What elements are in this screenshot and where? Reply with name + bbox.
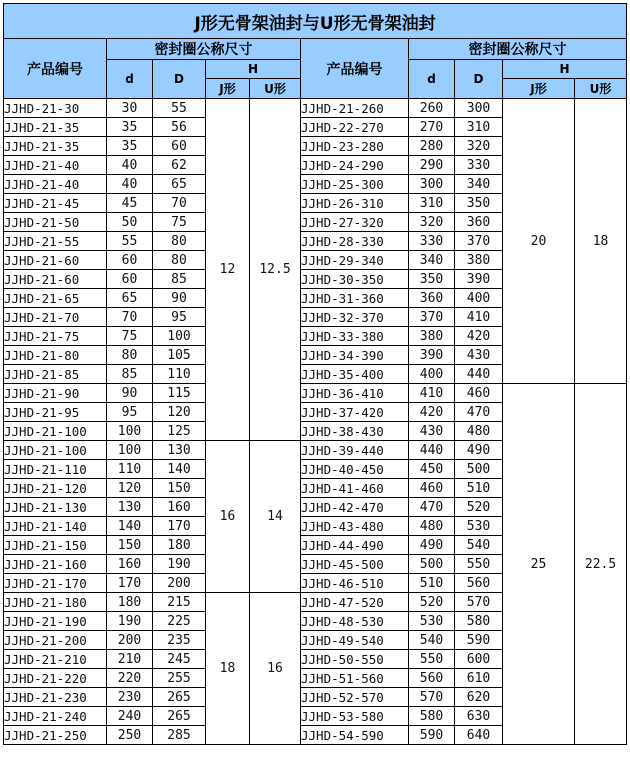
outer-diameter-cell: 480	[455, 422, 503, 441]
inner-diameter-cell: 80	[107, 346, 153, 365]
outer-diameter-cell: 200	[153, 574, 206, 593]
inner-diameter-cell: 280	[409, 137, 455, 156]
table-row	[4, 99, 627, 118]
product-code-cell: JJHD-36-410	[301, 384, 409, 403]
inner-diameter-cell: 30	[107, 99, 153, 118]
outer-diameter-cell: 460	[455, 384, 503, 403]
table-body	[4, 99, 627, 745]
inner-diameter-cell: 130	[107, 498, 153, 517]
inner-diameter-cell: 270	[409, 118, 455, 137]
product-code-cell: JJHD-54-590	[301, 726, 409, 745]
outer-diameter-cell: 360	[455, 213, 503, 232]
header-H-right: H	[503, 60, 627, 79]
product-code-cell: JJHD-21-35	[4, 118, 107, 137]
inner-diameter-cell: 310	[409, 194, 455, 213]
inner-diameter-cell: 65	[107, 289, 153, 308]
product-code-cell: JJHD-33-380	[301, 327, 409, 346]
inner-diameter-cell: 60	[107, 251, 153, 270]
product-code-cell: JJHD-21-55	[4, 232, 107, 251]
inner-diameter-cell: 40	[107, 175, 153, 194]
inner-diameter-cell: 320	[409, 213, 455, 232]
inner-diameter-cell: 300	[409, 175, 455, 194]
outer-diameter-cell: 265	[153, 707, 206, 726]
inner-diameter-cell: 35	[107, 137, 153, 156]
product-code-cell: JJHD-21-80	[4, 346, 107, 365]
product-code-cell: JJHD-21-170	[4, 574, 107, 593]
inner-diameter-cell: 430	[409, 422, 455, 441]
outer-diameter-cell: 470	[455, 403, 503, 422]
inner-diameter-cell: 360	[409, 289, 455, 308]
outer-diameter-cell: 265	[153, 688, 206, 707]
inner-diameter-cell: 55	[107, 232, 153, 251]
inner-diameter-cell: 45	[107, 194, 153, 213]
outer-diameter-cell: 110	[153, 365, 206, 384]
outer-diameter-cell: 130	[153, 441, 206, 460]
outer-diameter-cell: 500	[455, 460, 503, 479]
product-code-cell: JJHD-21-95	[4, 403, 107, 422]
inner-diameter-cell: 230	[107, 688, 153, 707]
product-code-cell: JJHD-21-140	[4, 517, 107, 536]
u-height-cell: 18	[575, 99, 627, 384]
inner-diameter-cell: 150	[107, 536, 153, 555]
inner-diameter-cell: 330	[409, 232, 455, 251]
u-height-cell: 12.5	[250, 99, 301, 441]
outer-diameter-cell: 105	[153, 346, 206, 365]
product-code-cell: JJHD-32-370	[301, 308, 409, 327]
product-code-cell: JJHD-21-250	[4, 726, 107, 745]
product-code-cell: JJHD-21-120	[4, 479, 107, 498]
inner-diameter-cell: 450	[409, 460, 455, 479]
inner-diameter-cell: 40	[107, 156, 153, 175]
header-u-shape-right: U形	[575, 79, 627, 99]
outer-diameter-cell: 570	[455, 593, 503, 612]
outer-diameter-cell: 80	[153, 251, 206, 270]
outer-diameter-cell: 300	[455, 99, 503, 118]
u-height-cell: 22.5	[575, 384, 627, 745]
product-code-cell: JJHD-21-230	[4, 688, 107, 707]
product-code-cell: JJHD-43-480	[301, 517, 409, 536]
outer-diameter-cell: 125	[153, 422, 206, 441]
inner-diameter-cell: 340	[409, 251, 455, 270]
product-code-cell: JJHD-27-320	[301, 213, 409, 232]
outer-diameter-cell: 400	[455, 289, 503, 308]
j-height-cell: 18	[206, 593, 250, 745]
product-code-cell: JJHD-21-100	[4, 441, 107, 460]
inner-diameter-cell: 490	[409, 536, 455, 555]
product-code-cell: JJHD-30-350	[301, 270, 409, 289]
product-code-cell: JJHD-21-70	[4, 308, 107, 327]
outer-diameter-cell: 56	[153, 118, 206, 137]
outer-diameter-cell: 100	[153, 327, 206, 346]
product-code-cell: JJHD-23-280	[301, 137, 409, 156]
product-code-cell: JJHD-28-330	[301, 232, 409, 251]
outer-diameter-cell: 60	[153, 137, 206, 156]
product-code-cell: JJHD-47-520	[301, 593, 409, 612]
header-nominal-size-left: 密封圈公称尺寸	[107, 39, 301, 60]
outer-diameter-cell: 620	[455, 688, 503, 707]
outer-diameter-cell: 170	[153, 517, 206, 536]
outer-diameter-cell: 255	[153, 669, 206, 688]
outer-diameter-cell: 190	[153, 555, 206, 574]
outer-diameter-cell: 600	[455, 650, 503, 669]
header-H-left: H	[206, 60, 301, 79]
product-code-cell: JJHD-48-530	[301, 612, 409, 631]
inner-diameter-cell: 560	[409, 669, 455, 688]
outer-diameter-cell: 62	[153, 156, 206, 175]
u-height-cell: 14	[250, 441, 301, 593]
outer-diameter-cell: 520	[455, 498, 503, 517]
header-u-shape-left: U形	[250, 79, 301, 99]
inner-diameter-cell: 290	[409, 156, 455, 175]
inner-diameter-cell: 60	[107, 270, 153, 289]
product-code-cell: JJHD-42-470	[301, 498, 409, 517]
product-code-cell: JJHD-22-270	[301, 118, 409, 137]
product-code-cell: JJHD-38-430	[301, 422, 409, 441]
outer-diameter-cell: 285	[153, 726, 206, 745]
product-code-cell: JJHD-35-400	[301, 365, 409, 384]
outer-diameter-cell: 420	[455, 327, 503, 346]
table-title: J形无骨架油封与U形无骨架油封	[4, 4, 627, 39]
outer-diameter-cell: 235	[153, 631, 206, 650]
inner-diameter-cell: 420	[409, 403, 455, 422]
product-code-cell: JJHD-21-100	[4, 422, 107, 441]
outer-diameter-cell: 90	[153, 289, 206, 308]
product-code-cell: JJHD-21-60	[4, 270, 107, 289]
outer-diameter-cell: 120	[153, 403, 206, 422]
inner-diameter-cell: 140	[107, 517, 153, 536]
product-code-cell: JJHD-26-310	[301, 194, 409, 213]
outer-diameter-cell: 340	[455, 175, 503, 194]
product-code-cell: JJHD-21-30	[4, 99, 107, 118]
outer-diameter-cell: 510	[455, 479, 503, 498]
inner-diameter-cell: 170	[107, 574, 153, 593]
inner-diameter-cell: 480	[409, 517, 455, 536]
inner-diameter-cell: 590	[409, 726, 455, 745]
inner-diameter-cell: 460	[409, 479, 455, 498]
outer-diameter-cell: 550	[455, 555, 503, 574]
header-d-right: d	[409, 60, 455, 99]
header-product-code-right: 产品编号	[301, 39, 409, 99]
j-height-cell: 25	[503, 384, 575, 745]
outer-diameter-cell: 310	[455, 118, 503, 137]
outer-diameter-cell: 150	[153, 479, 206, 498]
inner-diameter-cell: 180	[107, 593, 153, 612]
inner-diameter-cell: 470	[409, 498, 455, 517]
product-code-cell: JJHD-24-290	[301, 156, 409, 175]
oil-seal-spec-table	[3, 3, 627, 745]
inner-diameter-cell: 85	[107, 365, 153, 384]
outer-diameter-cell: 245	[153, 650, 206, 669]
product-code-cell: JJHD-31-360	[301, 289, 409, 308]
header-D-right: D	[455, 60, 503, 99]
inner-diameter-cell: 570	[409, 688, 455, 707]
inner-diameter-cell: 540	[409, 631, 455, 650]
outer-diameter-cell: 115	[153, 384, 206, 403]
j-height-cell: 16	[206, 441, 250, 593]
product-code-cell: JJHD-49-540	[301, 631, 409, 650]
header-j-shape-right: J形	[503, 79, 575, 99]
outer-diameter-cell: 540	[455, 536, 503, 555]
inner-diameter-cell: 100	[107, 422, 153, 441]
outer-diameter-cell: 560	[455, 574, 503, 593]
inner-diameter-cell: 50	[107, 213, 153, 232]
inner-diameter-cell: 100	[107, 441, 153, 460]
inner-diameter-cell: 260	[409, 99, 455, 118]
outer-diameter-cell: 140	[153, 460, 206, 479]
product-code-cell: JJHD-29-340	[301, 251, 409, 270]
product-code-cell: JJHD-21-150	[4, 536, 107, 555]
inner-diameter-cell: 530	[409, 612, 455, 631]
inner-diameter-cell: 510	[409, 574, 455, 593]
outer-diameter-cell: 180	[153, 536, 206, 555]
inner-diameter-cell: 190	[107, 612, 153, 631]
product-code-cell: JJHD-21-130	[4, 498, 107, 517]
product-code-cell: JJHD-21-260	[301, 99, 409, 118]
header-D-left: D	[153, 60, 206, 99]
product-code-cell: JJHD-21-220	[4, 669, 107, 688]
product-code-cell: JJHD-44-490	[301, 536, 409, 555]
outer-diameter-cell: 370	[455, 232, 503, 251]
outer-diameter-cell: 95	[153, 308, 206, 327]
inner-diameter-cell: 350	[409, 270, 455, 289]
outer-diameter-cell: 530	[455, 517, 503, 536]
outer-diameter-cell: 440	[455, 365, 503, 384]
outer-diameter-cell: 225	[153, 612, 206, 631]
outer-diameter-cell: 215	[153, 593, 206, 612]
inner-diameter-cell: 500	[409, 555, 455, 574]
inner-diameter-cell: 210	[107, 650, 153, 669]
outer-diameter-cell: 640	[455, 726, 503, 745]
outer-diameter-cell: 610	[455, 669, 503, 688]
inner-diameter-cell: 200	[107, 631, 153, 650]
inner-diameter-cell: 410	[409, 384, 455, 403]
inner-diameter-cell: 380	[409, 327, 455, 346]
outer-diameter-cell: 580	[455, 612, 503, 631]
j-height-cell: 20	[503, 99, 575, 384]
outer-diameter-cell: 410	[455, 308, 503, 327]
product-code-cell: JJHD-21-200	[4, 631, 107, 650]
inner-diameter-cell: 70	[107, 308, 153, 327]
outer-diameter-cell: 80	[153, 232, 206, 251]
outer-diameter-cell: 490	[455, 441, 503, 460]
product-code-cell: JJHD-50-550	[301, 650, 409, 669]
product-code-cell: JJHD-46-510	[301, 574, 409, 593]
product-code-cell: JJHD-21-65	[4, 289, 107, 308]
product-code-cell: JJHD-21-40	[4, 175, 107, 194]
product-code-cell: JJHD-21-190	[4, 612, 107, 631]
inner-diameter-cell: 550	[409, 650, 455, 669]
product-code-cell: JJHD-21-35	[4, 137, 107, 156]
inner-diameter-cell: 400	[409, 365, 455, 384]
j-height-cell: 12	[206, 99, 250, 441]
spec-table-container	[3, 3, 626, 745]
product-code-cell: JJHD-40-450	[301, 460, 409, 479]
product-code-cell: JJHD-21-60	[4, 251, 107, 270]
u-height-cell: 16	[250, 593, 301, 745]
outer-diameter-cell: 350	[455, 194, 503, 213]
inner-diameter-cell: 220	[107, 669, 153, 688]
inner-diameter-cell: 370	[409, 308, 455, 327]
product-code-cell: JJHD-21-110	[4, 460, 107, 479]
product-code-cell: JJHD-21-240	[4, 707, 107, 726]
product-code-cell: JJHD-21-40	[4, 156, 107, 175]
header-product-code-left: 产品编号	[4, 39, 107, 99]
product-code-cell: JJHD-25-300	[301, 175, 409, 194]
product-code-cell: JJHD-34-390	[301, 346, 409, 365]
product-code-cell: JJHD-53-580	[301, 707, 409, 726]
inner-diameter-cell: 390	[409, 346, 455, 365]
inner-diameter-cell: 90	[107, 384, 153, 403]
table-row	[4, 384, 627, 403]
outer-diameter-cell: 390	[455, 270, 503, 289]
outer-diameter-cell: 55	[153, 99, 206, 118]
header-d-left: d	[107, 60, 153, 99]
product-code-cell: JJHD-45-500	[301, 555, 409, 574]
header-j-shape-left: J形	[206, 79, 250, 99]
outer-diameter-cell: 65	[153, 175, 206, 194]
outer-diameter-cell: 160	[153, 498, 206, 517]
product-code-cell: JJHD-21-90	[4, 384, 107, 403]
inner-diameter-cell: 250	[107, 726, 153, 745]
outer-diameter-cell: 85	[153, 270, 206, 289]
product-code-cell: JJHD-21-45	[4, 194, 107, 213]
product-code-cell: JJHD-52-570	[301, 688, 409, 707]
product-code-cell: JJHD-21-50	[4, 213, 107, 232]
product-code-cell: JJHD-41-460	[301, 479, 409, 498]
inner-diameter-cell: 75	[107, 327, 153, 346]
outer-diameter-cell: 75	[153, 213, 206, 232]
product-code-cell: JJHD-39-440	[301, 441, 409, 460]
inner-diameter-cell: 110	[107, 460, 153, 479]
outer-diameter-cell: 70	[153, 194, 206, 213]
inner-diameter-cell: 240	[107, 707, 153, 726]
product-code-cell: JJHD-21-75	[4, 327, 107, 346]
inner-diameter-cell: 35	[107, 118, 153, 137]
inner-diameter-cell: 120	[107, 479, 153, 498]
inner-diameter-cell: 160	[107, 555, 153, 574]
outer-diameter-cell: 320	[455, 137, 503, 156]
outer-diameter-cell: 430	[455, 346, 503, 365]
product-code-cell: JJHD-21-180	[4, 593, 107, 612]
product-code-cell: JJHD-21-160	[4, 555, 107, 574]
outer-diameter-cell: 590	[455, 631, 503, 650]
inner-diameter-cell: 440	[409, 441, 455, 460]
outer-diameter-cell: 630	[455, 707, 503, 726]
product-code-cell: JJHD-21-210	[4, 650, 107, 669]
product-code-cell: JJHD-21-85	[4, 365, 107, 384]
inner-diameter-cell: 520	[409, 593, 455, 612]
outer-diameter-cell: 380	[455, 251, 503, 270]
outer-diameter-cell: 330	[455, 156, 503, 175]
product-code-cell: JJHD-37-420	[301, 403, 409, 422]
product-code-cell: JJHD-51-560	[301, 669, 409, 688]
header-nominal-size-right: 密封圈公称尺寸	[409, 39, 627, 60]
inner-diameter-cell: 580	[409, 707, 455, 726]
inner-diameter-cell: 95	[107, 403, 153, 422]
